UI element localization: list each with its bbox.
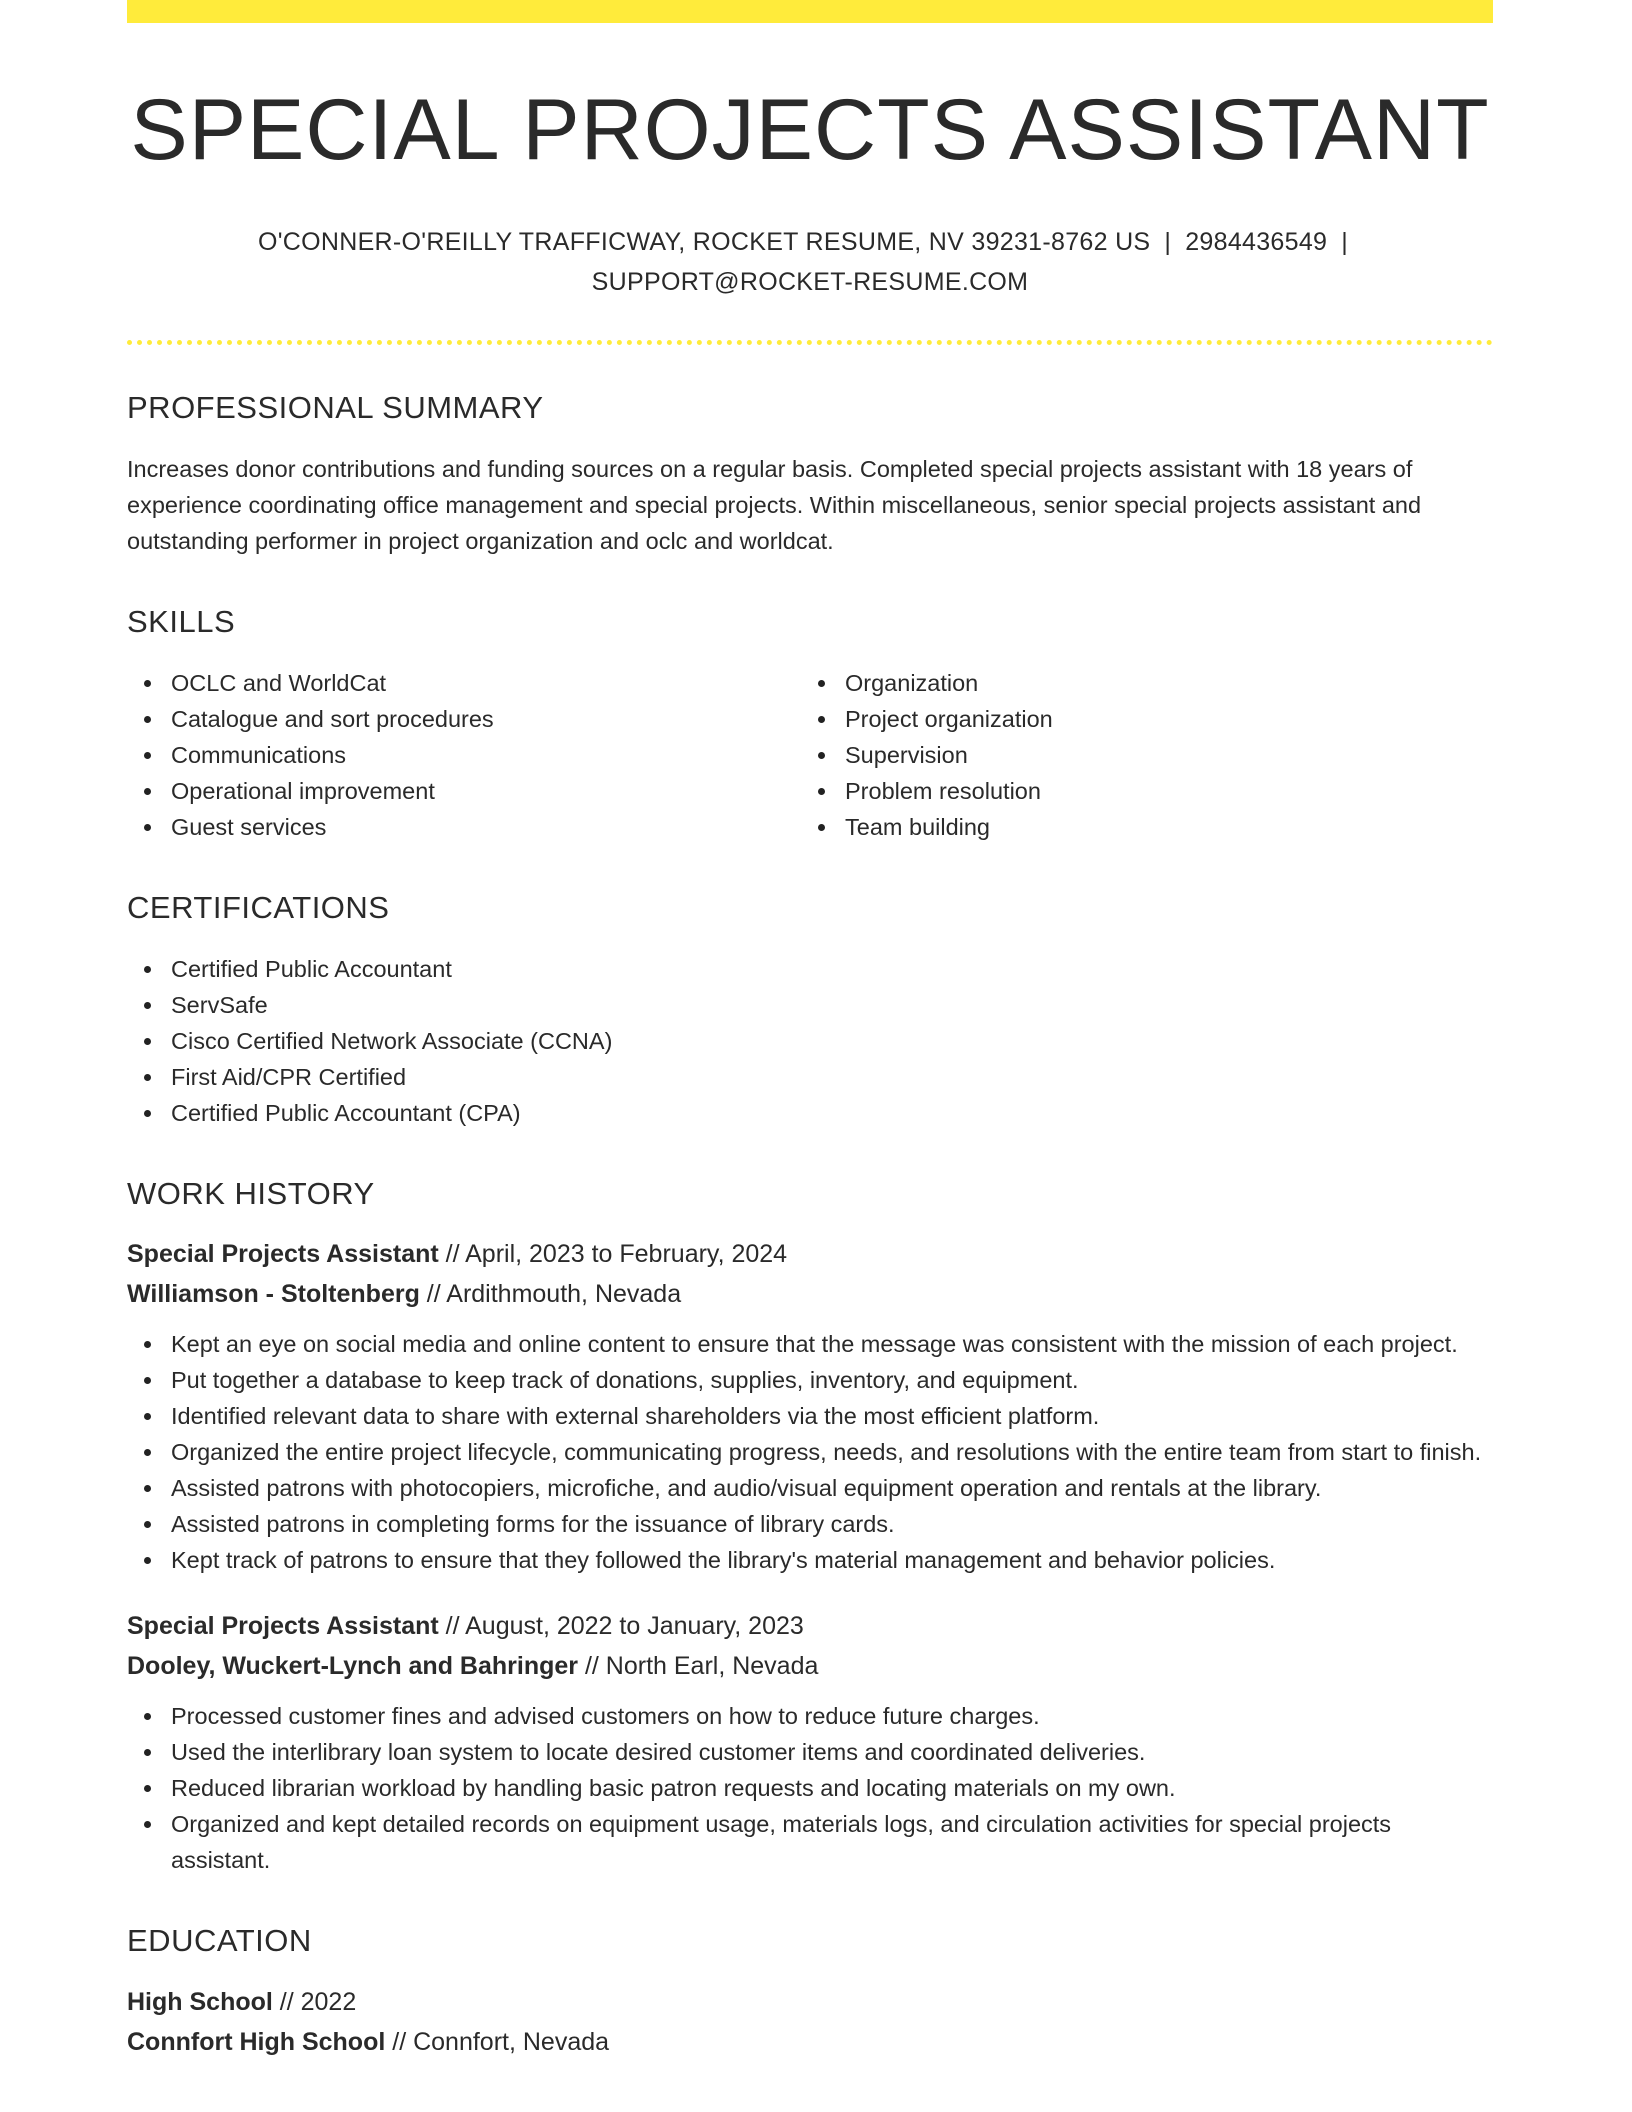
job-title-line <box>127 1606 1493 1646</box>
list-item: Processed customer fines and advised customers on how to reduce future charges. <box>171 1698 1493 1734</box>
list-item: Operational improvement <box>171 773 801 809</box>
list-item: Organized and kept detailed records on equipment usage, materials logs, and circulation activities for special projects assistant. <box>171 1806 1493 1878</box>
job-location: // Ardithmouth, Nevada <box>419 1280 682 1309</box>
email: SUPPORT@ROCKET-RESUME.COM <box>591 267 1029 296</box>
list-item: OCLC and WorldCat <box>171 665 801 701</box>
list-item: Project organization <box>845 701 1475 737</box>
list-item: Guest services <box>171 809 801 845</box>
job-company: Williamson - Stoltenberg <box>127 1280 420 1309</box>
job-dates: // April, 2023 to February, 2024 <box>438 1240 788 1269</box>
job-bullets <box>127 1698 1493 1878</box>
list-item: Organization <box>845 665 1475 701</box>
contact-info <box>127 222 1493 302</box>
contact-line-2 <box>127 262 1493 302</box>
list-item: Identified relevant data to share with external shareholders via the most efficient platform. <box>171 1398 1493 1434</box>
skills-columns <box>127 665 1493 845</box>
list-item: Team building <box>845 809 1475 845</box>
skills-right-list <box>801 665 1475 845</box>
list-item: Reduced librarian workload by handling basic patron requests and locating materials on my own. <box>171 1770 1493 1806</box>
list-item: Assisted patrons with photocopiers, microfiche, and audio/visual equipment operation and rentals at the library. <box>171 1470 1493 1506</box>
list-item: Catalogue and sort procedures <box>171 701 801 737</box>
certifications-list <box>127 951 1493 1131</box>
list-item: Used the interlibrary loan system to locate desired customer items and coordinated deliveries. <box>171 1734 1493 1770</box>
summary-text: Increases donor contributions and funding sources on a regular basis. Completed special projects assistant with 18 years of experience coordinating office management and special projects. Within miscellaneous, senior special projects assistant and outstanding performer in project organization and oclc and worldcat. <box>127 455 1422 554</box>
education-school-line <box>127 2022 1493 2062</box>
list-item: Kept an eye on social media and online content to ensure that the message was consistent with the mission of each project. <box>171 1326 1493 1362</box>
job-entry <box>127 1606 1493 1878</box>
list-item: Certified Public Accountant (CPA) <box>171 1095 1493 1131</box>
page-title: SPECIAL PROJECTS ASSISTANT <box>130 82 1490 178</box>
list-item: ServSafe <box>171 987 1493 1023</box>
skills-left-list <box>127 665 801 845</box>
list-item: Assisted patrons in completing forms for the issuance of library cards. <box>171 1506 1493 1542</box>
accent-bar <box>127 0 1493 23</box>
list-item: Supervision <box>845 737 1475 773</box>
job-title: Special Projects Assistant <box>127 1612 439 1641</box>
job-title-line <box>127 1234 1493 1274</box>
summary-heading: PROFESSIONAL SUMMARY <box>127 389 544 425</box>
address: O'CONNER-O'REILLY TRAFFICWAY, ROCKET RESUME, NV 39231-8762 US <box>257 227 1151 256</box>
separator: | <box>1164 227 1172 256</box>
job-entry <box>127 1234 1493 1578</box>
education-year: // 2022 <box>272 1987 357 2016</box>
list-item: First Aid/CPR Certified <box>171 1059 1493 1095</box>
dotted-divider <box>127 340 1493 345</box>
education-degree-line <box>127 1982 1493 2022</box>
list-item: Put together a database to keep track of donations, supplies, inventory, and equipment. <box>171 1362 1493 1398</box>
job-dates: // August, 2022 to January, 2023 <box>438 1612 804 1641</box>
list-item: Cisco Certified Network Associate (CCNA) <box>171 1023 1493 1059</box>
education-school: Connfort High School <box>127 2027 386 2056</box>
work-history-heading: WORK HISTORY <box>127 1176 375 1212</box>
education-heading: EDUCATION <box>127 1923 312 1959</box>
phone: 2984436549 <box>1185 227 1328 256</box>
list-item: Certified Public Accountant <box>171 951 1493 987</box>
job-company-line <box>127 1646 1493 1686</box>
education-location: // Connfort, Nevada <box>385 2027 610 2056</box>
education-degree: High School <box>127 1987 273 2016</box>
list-item: Problem resolution <box>845 773 1475 809</box>
job-location: // North Earl, Nevada <box>578 1652 819 1681</box>
list-item: Organized the entire project lifecycle, communicating progress, needs, and resolutions with the entire team from start to finish. <box>171 1434 1493 1470</box>
contact-line-1 <box>127 222 1493 262</box>
skills-heading: SKILLS <box>127 603 236 639</box>
certifications-heading: CERTIFICATIONS <box>127 889 390 925</box>
list-item: Communications <box>171 737 801 773</box>
resume-page <box>127 0 1493 2062</box>
job-company-line <box>127 1274 1493 1314</box>
list-item: Kept track of patrons to ensure that they followed the library's material management and behavior policies. <box>171 1542 1493 1578</box>
job-company: Dooley, Wuckert-Lynch and Bahringer <box>127 1652 579 1681</box>
job-title: Special Projects Assistant <box>127 1240 439 1269</box>
separator: | <box>1341 227 1349 256</box>
job-bullets <box>127 1326 1493 1578</box>
